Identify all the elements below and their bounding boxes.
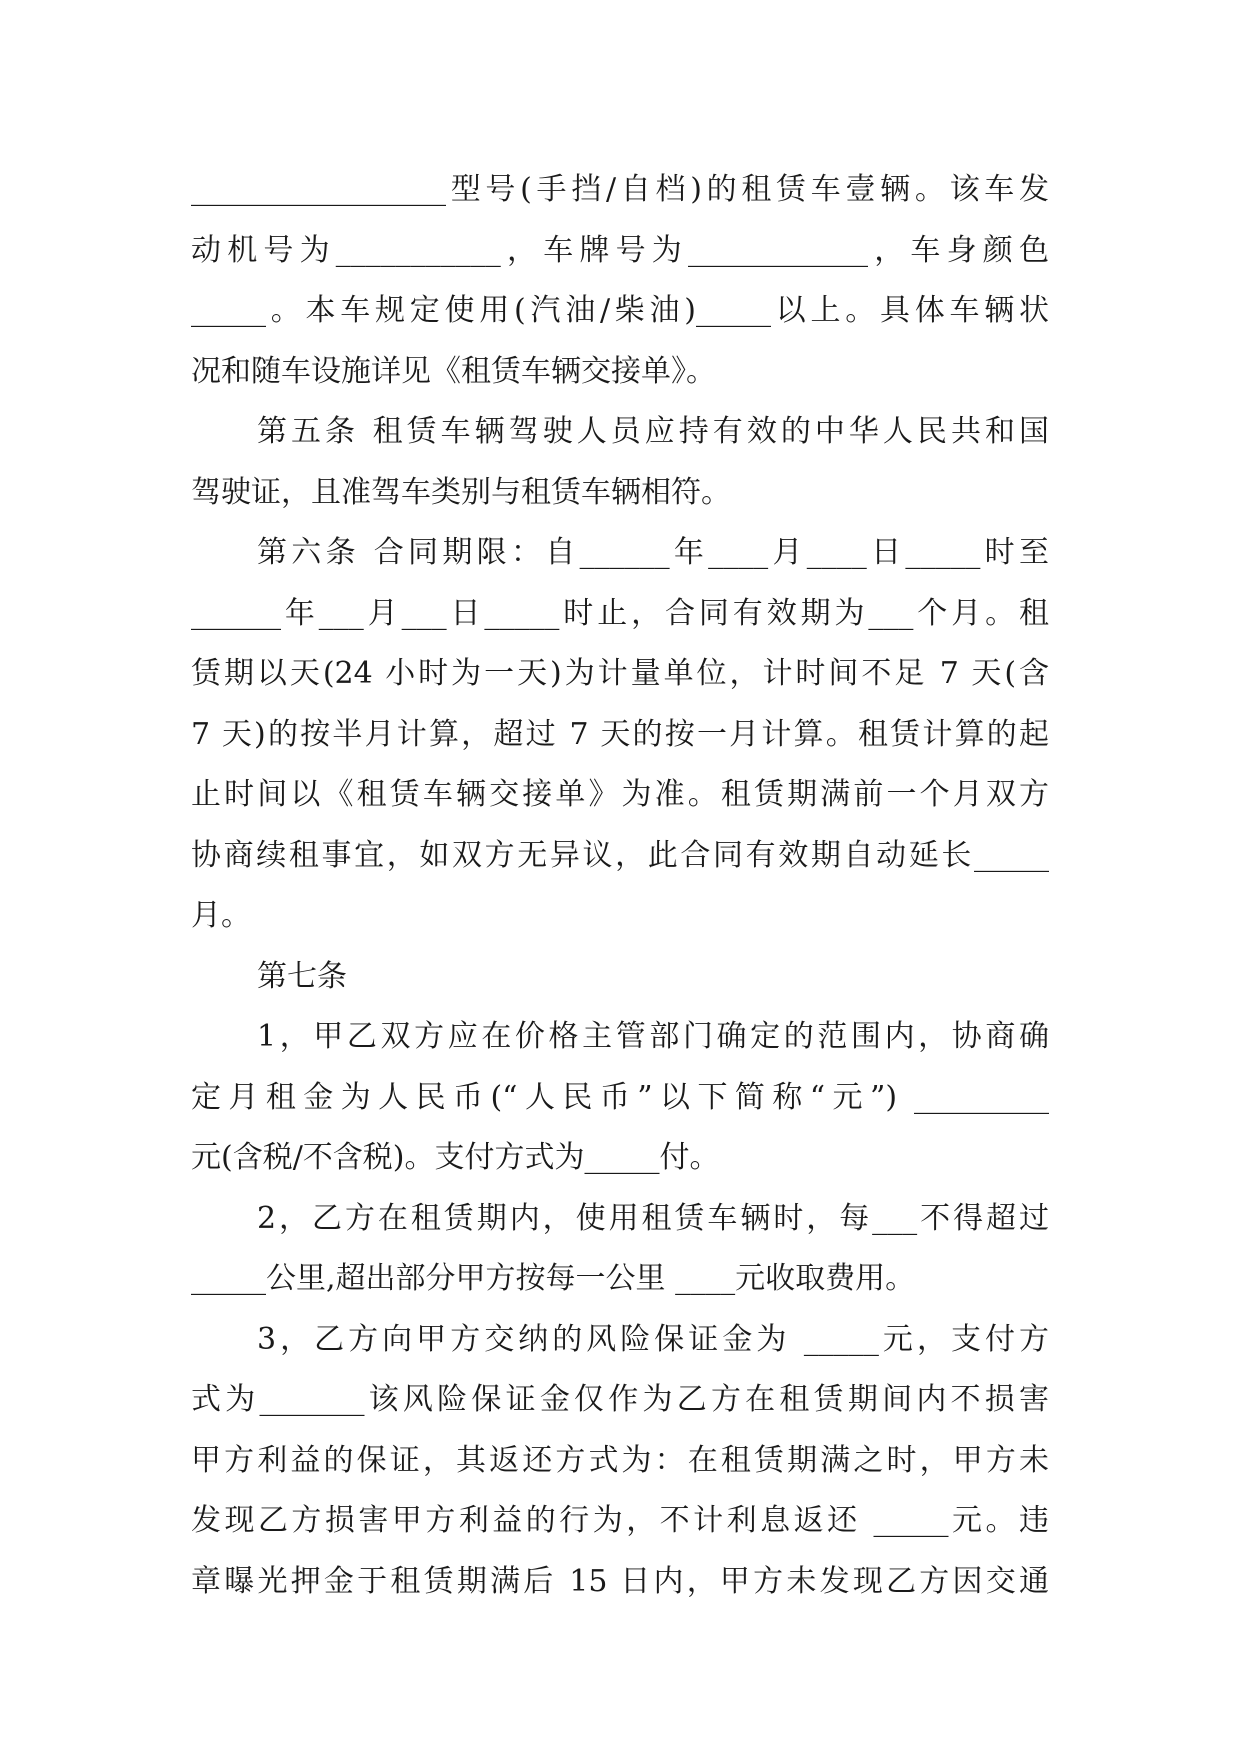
text-line: _________________型号(手挡/自档)的租赁车壹辆。该车发 [191,172,1049,207]
text-line: _____。本车规定使用(汽油/柴油)_____以上。具体车辆状 [191,293,1049,328]
text-line: 7 天)的按半月计算，超过 7 天的按一月计算。租赁计算的起 [191,716,1049,752]
text-line: 况和随车设施详见《租赁车辆交接单》。 [191,353,716,389]
text-line: 章曝光押金于租赁期满后 15 日内，甲方未发现乙方因交通 [191,1563,1049,1599]
text-line: 发现乙方损害甲方利益的行为，不计利息返还 _____元。违 [191,1503,1049,1538]
clause-7-item-1-line: 1，甲乙双方应在价格主管部门确定的范围内，协商确 [257,1019,1049,1054]
text-line: _____公里,超出部分甲方按每一公里 ____元收取费用。 [191,1261,916,1296]
contract-body [191,160,1049,1612]
text-line: 驾驶证，且准驾车类别与租赁车辆相符。 [191,474,731,510]
text-line: 月。 [191,898,251,933]
text-line: 元(含税/不含税)。支付方式为_____付。 [191,1140,720,1175]
text-line: 定月租金为人民币(“人民币”以下简称“元”) _________ [191,1079,1049,1115]
text-line: ______年___月___日_____时止，合同有效期为___个月。租 [191,595,1049,631]
text-line: 动机号为___________，车牌号为____________，车身颜色 [191,232,1049,268]
clause-5-heading-line: 第五条 租赁车辆驾驶人员应持有效的中华人民共和国 [257,414,1049,449]
clause-7-heading: 第七条 [257,958,347,994]
text-line: 协商续租事宜，如双方无异议，此合同有效期自动延长_____ [191,837,1049,873]
text-line: 甲方利益的保证，其返还方式为：在租赁期满之时，甲方未 [191,1442,1049,1478]
text-line: 赁期以天(24 小时为一天)为计量单位，计时间不足 7 天(含 [191,656,1049,691]
clause-6-heading-line: 第六条 合同期限：自______年____月____日_____时至 [257,535,1049,570]
clause-7-item-3-line: 3，乙方向甲方交纳的风险保证金为 _____元，支付方 [257,1321,1049,1357]
text-line: 式为_______该风险保证金仅作为乙方在租赁期间内不损害 [191,1382,1049,1417]
clause-7-item-2-line: 2，乙方在租赁期内，使用租赁车辆时，每___不得超过 [257,1200,1049,1236]
text-line: 止时间以《租赁车辆交接单》为准。租赁期满前一个月双方 [191,777,1049,812]
